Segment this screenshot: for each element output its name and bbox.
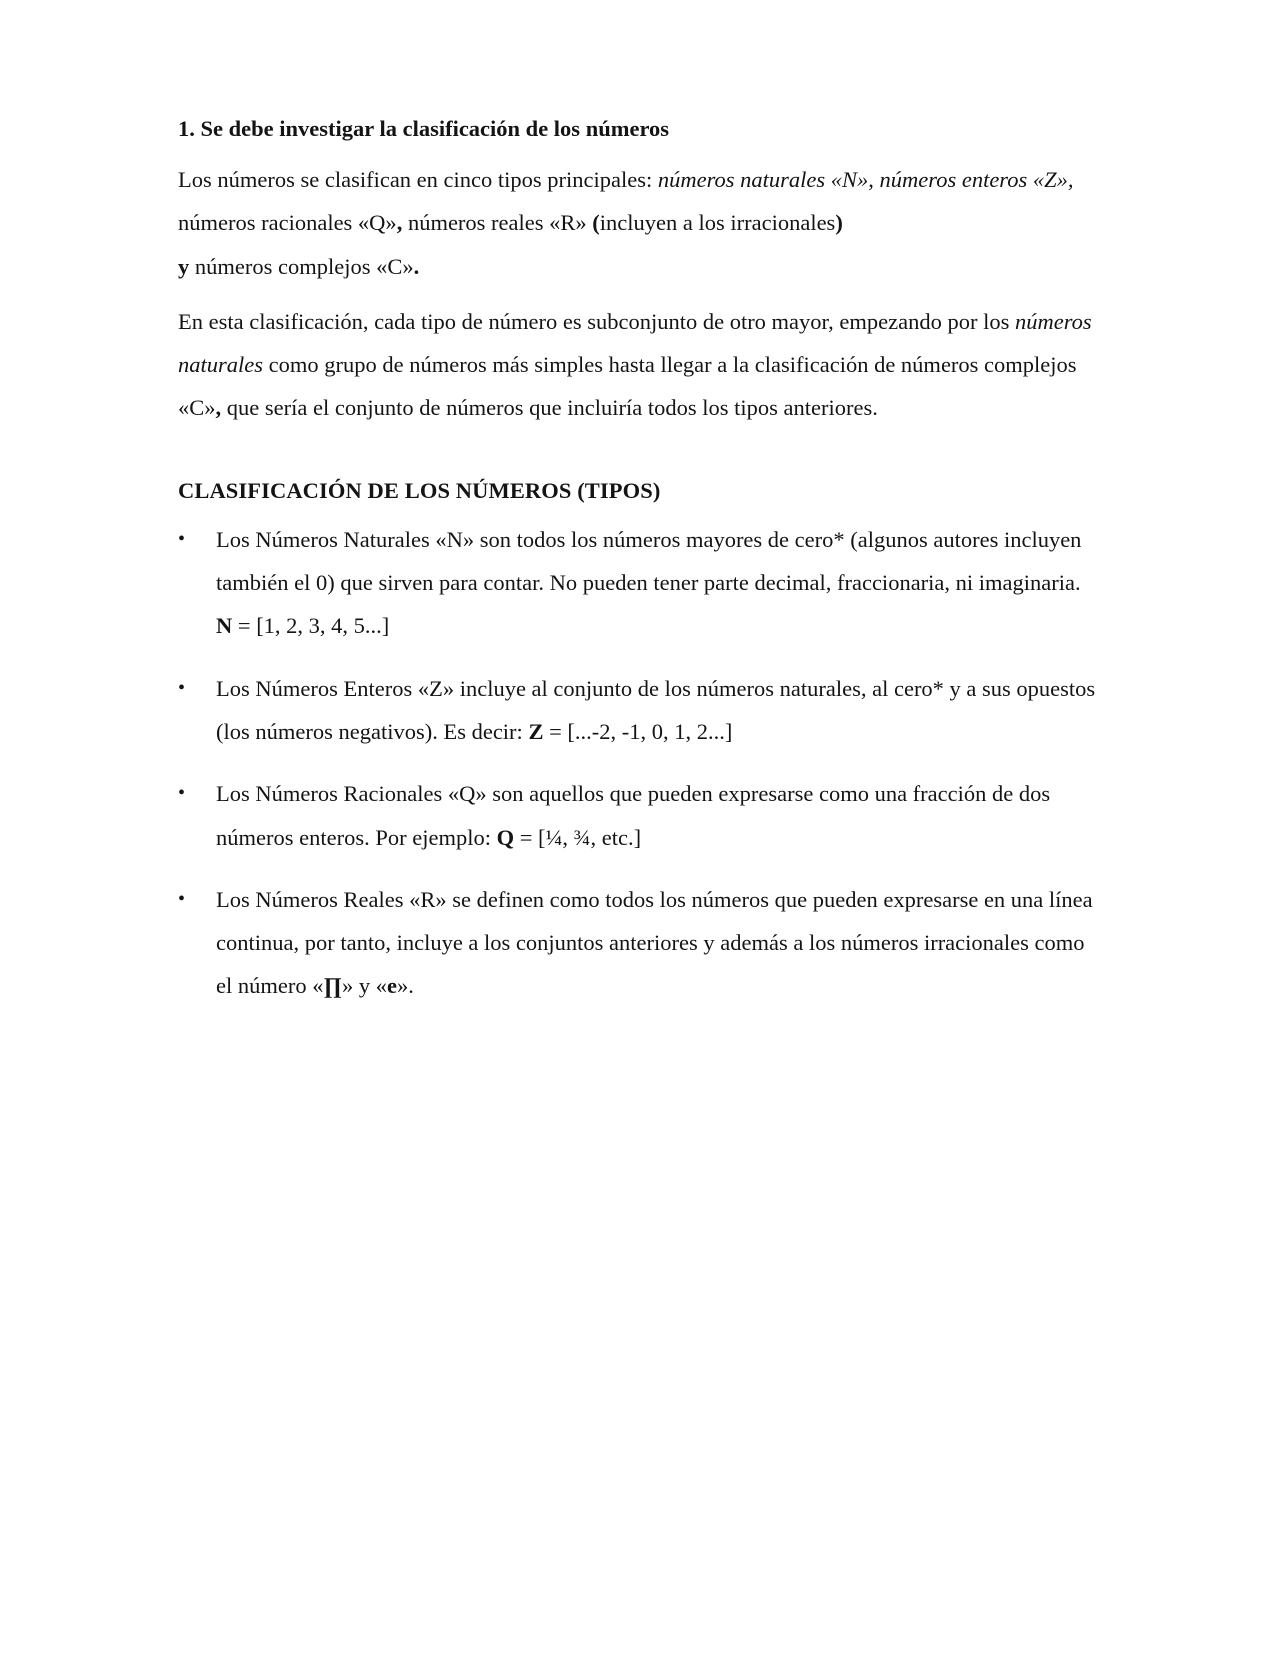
item-text: Los Números Enteros «Z» incluye al conjunto de los números naturales, al cero* y a sus opuestos (los números negativos). Es decir: bbox=[216, 675, 1096, 744]
text-run: que sería el conjunto de números que incluiría todos los tipos anteriores. bbox=[221, 395, 878, 421]
bullet-icon: • bbox=[178, 527, 186, 550]
item-text: Los Números Reales «R» se definen como todos los números que pueden expresarse en una línea continua, por tanto, incluye a los conjuntos anteriores y además a los números irracionales como el número « bbox=[216, 886, 1093, 999]
item-tail: = [¼, ¾, etc.] bbox=[514, 824, 642, 850]
bold-run: , bbox=[215, 395, 222, 421]
bullet-icon: • bbox=[178, 887, 186, 910]
item-tail: = [...-2, -1, 0, 1, 2...] bbox=[543, 718, 733, 744]
section-heading: 1. Se debe investigar la clasificación de los números bbox=[178, 116, 670, 141]
text-run: números complejos «C» bbox=[189, 253, 414, 279]
bold-run: , bbox=[396, 210, 403, 236]
text-run: , bbox=[868, 167, 880, 192]
italic-run: números naturales «N» bbox=[657, 167, 869, 192]
pi-symbol: ∏ bbox=[323, 973, 342, 999]
number-types-list bbox=[178, 518, 1098, 1008]
italic-run: números enteros «Z», bbox=[879, 167, 1074, 192]
text-run: Los números se clasifican en cinco tipos principales: bbox=[178, 167, 658, 192]
item-text: Los Números Naturales «N» son todos los números mayores de cero* (algunos autores incluyen también el 0) que sirven para contar. No pueden tener parte decimal, fraccionaria, ni imaginaria. bbox=[216, 526, 1082, 596]
subset-paragraph bbox=[178, 300, 1098, 430]
e-symbol: e bbox=[387, 973, 397, 999]
item-tail: = [1, 2, 3, 4, 5...] bbox=[232, 613, 390, 639]
item-text: Los Números Racionales «Q» son aquellos que pueden expresarse como una fracción de dos números enteros. Por ejemplo: bbox=[216, 781, 1051, 850]
set-symbol: Z bbox=[528, 718, 544, 744]
set-symbol: N bbox=[216, 613, 233, 639]
bold-run: y bbox=[178, 253, 190, 279]
classification-heading: CLASIFICACIÓN DE LOS NÚMEROS (TIPOS) bbox=[178, 477, 661, 503]
item-text: » y « bbox=[342, 973, 387, 999]
set-symbol: Q bbox=[496, 824, 515, 850]
list-item-naturales bbox=[178, 518, 1098, 648]
bold-run: ) bbox=[835, 210, 843, 236]
bullet-icon: • bbox=[178, 676, 186, 699]
bullet-icon: • bbox=[178, 782, 186, 805]
document-page bbox=[178, 114, 1098, 1027]
list-item-racionales bbox=[178, 772, 1098, 859]
italic-run: números naturales bbox=[178, 308, 1092, 378]
list-item-reales bbox=[178, 878, 1098, 1008]
bold-run: ( bbox=[592, 210, 600, 236]
list-item-enteros bbox=[178, 667, 1098, 754]
text-run: números racionales «Q» bbox=[178, 210, 397, 236]
text-run: incluyen a los irracionales bbox=[599, 210, 836, 236]
text-run: En esta clasificación, cada tipo de número es subconjunto de otro mayor, empezando por los bbox=[178, 308, 1015, 334]
bold-run: . bbox=[413, 253, 420, 279]
intro-paragraph bbox=[178, 158, 1098, 288]
text-run: como grupo de números más simples hasta llegar a la clasificación de números complejos «C» bbox=[178, 352, 1077, 421]
item-tail: ». bbox=[397, 973, 414, 999]
text-run: números reales «R» bbox=[402, 210, 593, 236]
